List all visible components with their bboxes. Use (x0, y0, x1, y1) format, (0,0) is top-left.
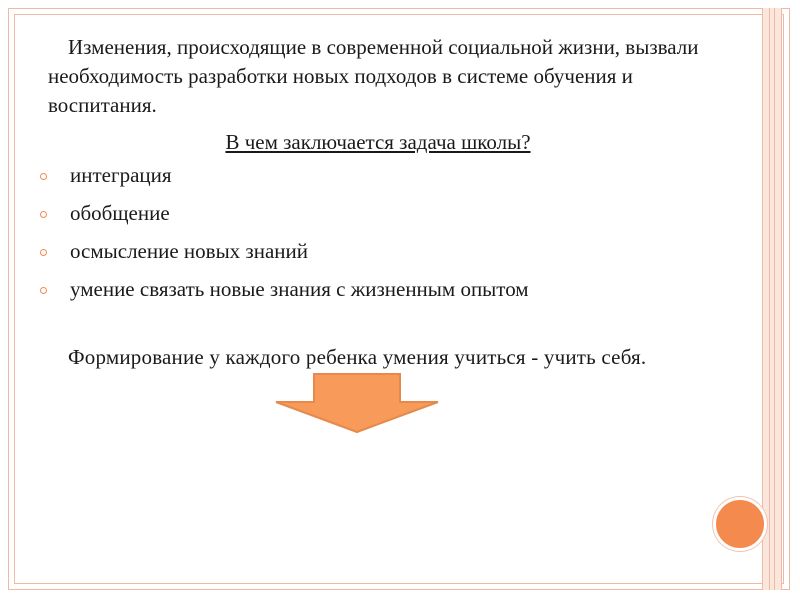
side-decoration-stripe (762, 8, 782, 590)
orange-circle-icon (713, 497, 767, 551)
bullet-list (48, 161, 708, 304)
list-item (48, 237, 708, 266)
circle-bullet-icon (40, 287, 47, 294)
list-item-text: умение связать новые знания с жизненным опытом (70, 277, 529, 301)
list-item-text: обобщение (70, 201, 170, 225)
down-arrow-shape (276, 374, 438, 432)
intro-paragraph: Изменения, происходящие в современной социальной жизни, вызвали необходимость разработки новых подходов в системе обучения и воспитания. (48, 35, 699, 117)
conclusion-paragraph: Формирование у каждого ребенка умения учиться - учить себя. (68, 345, 647, 369)
list-item (48, 161, 708, 190)
circle-bullet-icon (40, 249, 47, 256)
question-heading: В чем заключается задача школы? (225, 130, 531, 154)
down-arrow-icon (274, 372, 440, 434)
circle-bullet-icon (40, 173, 47, 180)
circle-bullet-icon (40, 211, 47, 218)
list-item (48, 275, 708, 304)
list-item (48, 199, 708, 228)
list-item-text: осмысление новых знаний (70, 239, 308, 263)
slide-body (48, 33, 708, 372)
list-item-text: интеграция (70, 163, 172, 187)
